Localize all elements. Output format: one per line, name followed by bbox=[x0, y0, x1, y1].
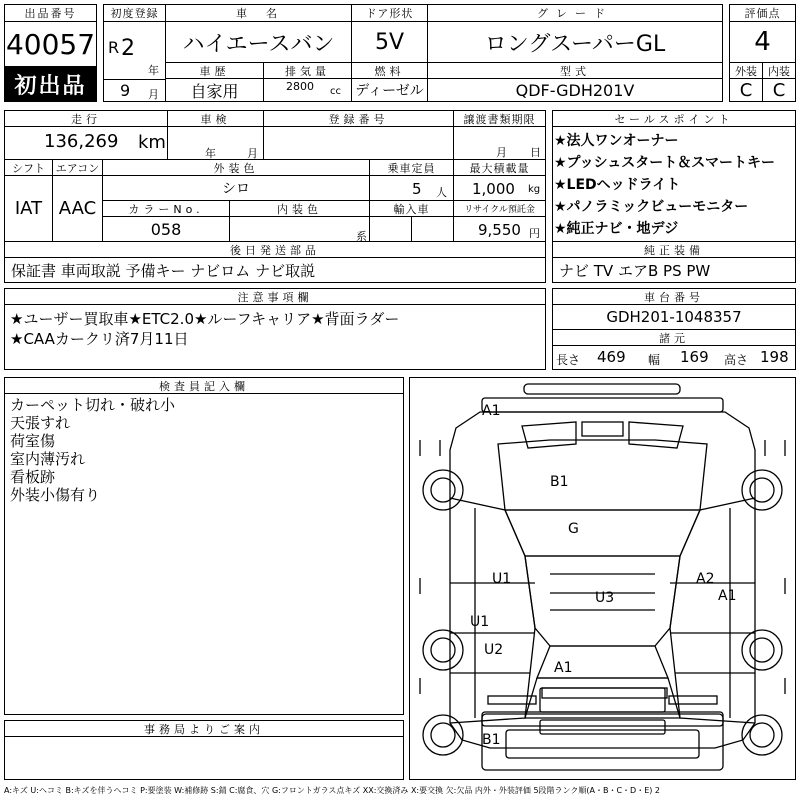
length-label: 長さ bbox=[556, 353, 581, 367]
mileage-label: 走行 bbox=[4, 110, 168, 127]
shift-label: シフト bbox=[4, 159, 53, 176]
model-name: ハイエースバン bbox=[165, 21, 352, 63]
later-items-label: 後日発送部品 bbox=[4, 241, 546, 258]
right-side-panel bbox=[670, 498, 755, 723]
wheel-front-left bbox=[423, 470, 463, 510]
note-line: ★ユーザー買取車★ETC2.0★ルーフキャリア★背面ラダー bbox=[10, 310, 400, 328]
load-unit: kg bbox=[528, 184, 541, 195]
windshield-shape bbox=[505, 510, 700, 556]
lot-no: 40057 bbox=[4, 21, 97, 67]
inspector-item: 天張すれ bbox=[10, 414, 71, 432]
mark-u1-left: U1 bbox=[470, 614, 490, 630]
year-unit: 年 bbox=[148, 64, 159, 77]
transfer-day-unit: 日 bbox=[530, 146, 541, 159]
load-label: 最大積載量 bbox=[453, 159, 546, 176]
int-color-unit: 系 bbox=[356, 230, 367, 243]
grade: ロングスーパーGL bbox=[427, 21, 723, 63]
recycle: 9,550 bbox=[478, 221, 521, 239]
equipment: ナビ TV エアB PS PW bbox=[552, 257, 796, 283]
width: 169 bbox=[680, 348, 709, 366]
later-items: 保証書 車両取説 予備キー ナビロム ナビ取説 bbox=[4, 257, 546, 283]
fuel-label: 燃料 bbox=[351, 62, 428, 79]
displacement-unit: cc bbox=[330, 86, 341, 97]
color-no-label: カラーNo. bbox=[102, 200, 230, 217]
mark-a1-right: A1 bbox=[718, 588, 737, 604]
legend: A:キズ U:ヘコミ B:キズを伴うヘコミ P:要塗装 W:補修跡 S:錆 C:腐食、穴 G:フロントガラス点キズ XX:交換済み X:要交換 欠:欠品 内外・外装評価 5段階ランク順(A・B・C・D・E) 2 bbox=[4, 785, 661, 795]
inspection-month-unit: 月 bbox=[247, 147, 258, 160]
sales-points-list bbox=[554, 130, 800, 240]
sales-points-label: セールスポイント bbox=[552, 110, 796, 127]
color-no: 058 bbox=[102, 216, 230, 242]
equipment-label: 純正装備 bbox=[552, 241, 796, 258]
import-box-2 bbox=[411, 216, 454, 242]
hood-shape bbox=[498, 440, 707, 510]
capacity: 5 bbox=[412, 180, 422, 198]
transfer-label: 譲渡書類期限 bbox=[453, 110, 546, 127]
wheel-rear-right bbox=[742, 630, 782, 670]
interior-grade: C bbox=[762, 78, 796, 102]
wheel-rear-left bbox=[423, 630, 463, 670]
load: 1,000 bbox=[472, 180, 515, 198]
sales-point-item: ★法人ワンオーナー bbox=[554, 133, 679, 149]
color: シロ bbox=[102, 175, 370, 201]
dims-label: 諸元 bbox=[552, 329, 796, 346]
mark-a1-front: A1 bbox=[482, 403, 501, 419]
model-code: QDF-GDH201V bbox=[427, 78, 723, 102]
exterior-grade: C bbox=[729, 78, 763, 102]
exterior-label: 外装 bbox=[729, 62, 763, 79]
score: 4 bbox=[729, 21, 796, 63]
mileage-unit: km bbox=[138, 132, 166, 153]
first-reg-year: 2 bbox=[121, 36, 135, 61]
front-grille-shape bbox=[482, 398, 723, 412]
reg-no-box bbox=[263, 126, 454, 160]
mark-u1-left-front: U1 bbox=[492, 571, 512, 587]
inspector-item: 荷室傷 bbox=[10, 432, 56, 450]
first-reg-label: 初度登録 bbox=[103, 4, 166, 22]
inspector-item: 看板跡 bbox=[10, 468, 56, 486]
recycle-label: リサイクル預託金 bbox=[453, 200, 546, 217]
wheel-front-right bbox=[742, 470, 782, 510]
import-box bbox=[369, 216, 412, 242]
mark-b1-rear: B1 bbox=[482, 732, 501, 748]
era: R bbox=[108, 38, 120, 57]
ac-label: エアコン bbox=[52, 159, 103, 176]
history: 自家用 bbox=[165, 78, 264, 102]
history-label: 車歴 bbox=[165, 62, 264, 79]
color-label: 外装色 bbox=[102, 159, 370, 176]
shift: IAT bbox=[4, 175, 53, 242]
notes-list bbox=[10, 309, 540, 349]
interior-label: 内装 bbox=[762, 62, 796, 79]
sales-point-item: ★パノラミックビューモニター bbox=[554, 199, 749, 215]
month-unit: 月 bbox=[148, 88, 159, 101]
fuel: ディーゼル bbox=[351, 78, 428, 102]
chassis-no: GDH201-1048357 bbox=[552, 304, 796, 330]
door-type: 5V bbox=[351, 21, 428, 63]
model-code-label: 型式 bbox=[427, 62, 723, 79]
mark-b1-hood: B1 bbox=[550, 474, 569, 490]
mark-u2-left: U2 bbox=[484, 642, 504, 658]
height: 198 bbox=[760, 348, 789, 366]
height-label: 高さ bbox=[724, 353, 749, 367]
mark-g-glass: G bbox=[568, 521, 579, 537]
lot-no-label: 出品番号 bbox=[4, 4, 97, 22]
displacement-label: 排気量 bbox=[263, 62, 352, 79]
score-label: 評価点 bbox=[729, 4, 796, 22]
width-label: 幅 bbox=[648, 353, 661, 367]
office-box bbox=[4, 736, 404, 780]
notes-label: 注意事項欄 bbox=[4, 288, 546, 305]
sales-point-item: ★LEDヘッドライト bbox=[554, 177, 681, 193]
capacity-unit: 人 bbox=[436, 186, 447, 199]
inspector-label: 検査員記入欄 bbox=[4, 377, 404, 394]
spare-wheel-right bbox=[742, 715, 782, 755]
spare-wheel-left bbox=[423, 715, 463, 755]
vehicle-diagram bbox=[409, 377, 796, 780]
import-label: 輸入車 bbox=[369, 200, 454, 217]
car-outline bbox=[410, 378, 795, 779]
capacity-label: 乗車定員 bbox=[369, 159, 454, 176]
grade-label: グレード bbox=[427, 4, 723, 22]
chassis-label: 車台番号 bbox=[552, 288, 796, 305]
ac: AAC bbox=[52, 175, 103, 242]
displacement: 2800 bbox=[286, 80, 314, 93]
int-color-box bbox=[229, 216, 370, 242]
first-reg-month: 9 bbox=[120, 81, 131, 100]
length: 469 bbox=[597, 348, 626, 366]
mark-a2-right: A2 bbox=[696, 571, 715, 587]
mark-u3-roof: U3 bbox=[595, 590, 615, 606]
mileage: 136,269 bbox=[44, 131, 119, 152]
left-side-panel bbox=[450, 498, 535, 723]
mark-a1-rear: A1 bbox=[554, 660, 573, 676]
model-name-label: 車 名 bbox=[165, 4, 352, 22]
door-label: ドア形状 bbox=[351, 4, 428, 22]
recycle-unit: 円 bbox=[529, 227, 540, 240]
inspector-item: カーペット切れ・破れ小 bbox=[10, 396, 176, 414]
first-listing-badge: 初出品 bbox=[4, 66, 97, 102]
transfer-month-unit: 月 bbox=[496, 146, 507, 159]
inspector-list bbox=[10, 396, 400, 504]
inspection-label: 車検 bbox=[167, 110, 264, 127]
front-bumper-shape bbox=[524, 384, 680, 394]
reg-no-label: 登録番号 bbox=[263, 110, 454, 127]
int-color-label: 内装色 bbox=[229, 200, 370, 217]
rear-bumper-shape bbox=[488, 696, 536, 704]
office-label: 事務局よりご案内 bbox=[4, 720, 404, 737]
sales-point-item: ★純正ナビ・地デジ bbox=[554, 221, 679, 237]
inspector-item: 室内薄汚れ bbox=[10, 450, 86, 468]
inspection-year-unit: 年 bbox=[205, 147, 216, 160]
inspector-item: 外装小傷有り bbox=[10, 486, 101, 504]
sales-point-item: ★プッシュスタート＆スマートキー bbox=[554, 155, 776, 171]
note-line: ★CAAカークリ済7月11日 bbox=[10, 330, 189, 348]
